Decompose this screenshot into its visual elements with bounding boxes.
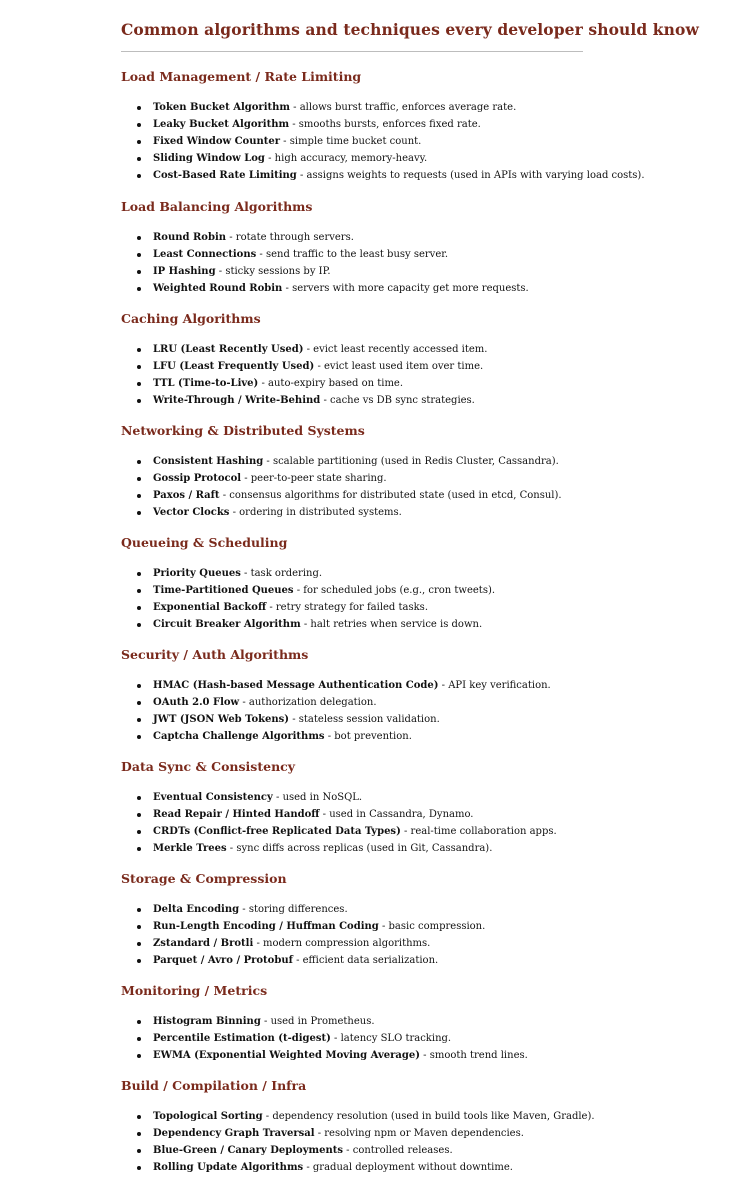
list-item: Exponential Backoff - retry strategy for failed tasks. (121, 599, 731, 616)
list-item: Cost-Based Rate Limiting - assigns weights to requests (used in APIs with varying load costs). (121, 167, 731, 184)
list-item: EWMA (Exponential Weighted Moving Average) - smooth trend lines. (121, 1047, 731, 1064)
list-item: Sliding Window Log - high accuracy, memory-heavy. (121, 150, 731, 167)
section-data-sync (121, 759, 731, 857)
bullet-list (121, 565, 731, 633)
title-divider (121, 51, 583, 52)
section-heading: Monitoring / Metrics (121, 983, 268, 998)
list-item: Blue-Green / Canary Deployments - controlled releases. (121, 1142, 731, 1159)
list-item: Percentile Estimation (t-digest) - latency SLO tracking. (121, 1030, 731, 1047)
section-heading: Queueing & Scheduling (121, 535, 288, 550)
bullet-list (121, 677, 731, 745)
list-item: JWT (JSON Web Tokens) - stateless session validation. (121, 711, 731, 728)
section-load-balancing (121, 199, 731, 297)
section-heading: Data Sync & Consistency (121, 759, 296, 774)
list-item: Zstandard / Brotli - modern compression algorithms. (121, 935, 731, 952)
list-item: Parquet / Avro / Protobuf - efficient data serialization. (121, 952, 731, 969)
list-item: Consistent Hashing - scalable partitioning (used in Redis Cluster, Cassandra). (121, 453, 731, 470)
bullet-list (121, 453, 731, 521)
list-item: Run-Length Encoding / Huffman Coding - basic compression. (121, 918, 731, 935)
page-title: Common algorithms and techniques every developer should know (121, 20, 699, 39)
list-item: Rolling Update Algorithms - gradual deployment without downtime. (121, 1159, 731, 1176)
list-item: Histogram Binning - used in Prometheus. (121, 1013, 731, 1030)
bullet-list (121, 341, 731, 409)
bullet-list (121, 901, 731, 969)
section-heading: Security / Auth Algorithms (121, 647, 309, 662)
bullet-list (121, 99, 731, 184)
list-item: Merkle Trees - sync diffs across replicas (used in Git, Cassandra). (121, 840, 731, 857)
list-item: Round Robin - rotate through servers. (121, 229, 731, 246)
list-item: Least Connections - send traffic to the least busy server. (121, 246, 731, 263)
bullet-list (121, 789, 731, 857)
list-item: Weighted Round Robin - servers with more capacity get more requests. (121, 280, 731, 297)
section-caching (121, 311, 731, 409)
section-load-management (121, 69, 731, 184)
list-item: Dependency Graph Traversal - resolving npm or Maven dependencies. (121, 1125, 731, 1142)
section-heading: Storage & Compression (121, 871, 287, 886)
list-item: Fixed Window Counter - simple time bucket count. (121, 133, 731, 150)
bullet-list (121, 229, 731, 297)
list-item: Eventual Consistency - used in NoSQL. (121, 789, 731, 806)
section-heading: Networking & Distributed Systems (121, 423, 365, 438)
list-item: Write-Through / Write-Behind - cache vs DB sync strategies. (121, 392, 731, 409)
list-item: Gossip Protocol - peer-to-peer state sharing. (121, 470, 731, 487)
bullet-list (121, 1108, 731, 1176)
list-item: Time-Partitioned Queues - for scheduled jobs (e.g., cron tweets). (121, 582, 731, 599)
list-item: LRU (Least Recently Used) - evict least recently accessed item. (121, 341, 731, 358)
section-heading: Build / Compilation / Infra (121, 1078, 307, 1093)
list-item: Topological Sorting - dependency resolution (used in build tools like Maven, Gradle). (121, 1108, 731, 1125)
list-item: Priority Queues - task ordering. (121, 565, 731, 582)
section-queueing (121, 535, 731, 633)
list-item: TTL (Time-to-Live) - auto-expiry based on time. (121, 375, 731, 392)
list-item: OAuth 2.0 Flow - authorization delegation. (121, 694, 731, 711)
list-item: Leaky Bucket Algorithm - smooths bursts, enforces fixed rate. (121, 116, 731, 133)
list-item: Paxos / Raft - consensus algorithms for distributed state (used in etcd, Consul). (121, 487, 731, 504)
bullet-list (121, 1013, 731, 1064)
list-item: Token Bucket Algorithm - allows burst traffic, enforces average rate. (121, 99, 731, 116)
section-build (121, 1078, 731, 1176)
list-item: Vector Clocks - ordering in distributed systems. (121, 504, 731, 521)
list-item: LFU (Least Frequently Used) - evict least used item over time. (121, 358, 731, 375)
list-item: IP Hashing - sticky sessions by IP. (121, 263, 731, 280)
section-heading: Load Balancing Algorithms (121, 199, 313, 214)
section-heading: Caching Algorithms (121, 311, 261, 326)
list-item: HMAC (Hash-based Message Authentication Code) - API key verification. (121, 677, 731, 694)
list-item: Read Repair / Hinted Handoff - used in Cassandra, Dynamo. (121, 806, 731, 823)
list-item: CRDTs (Conflict-free Replicated Data Types) - real-time collaboration apps. (121, 823, 731, 840)
section-security (121, 647, 731, 745)
list-item: Captcha Challenge Algorithms - bot prevention. (121, 728, 731, 745)
list-item: Circuit Breaker Algorithm - halt retries when service is down. (121, 616, 731, 633)
section-monitoring (121, 983, 731, 1064)
list-item: Delta Encoding - storing differences. (121, 901, 731, 918)
section-networking (121, 423, 731, 521)
section-storage (121, 871, 731, 969)
section-heading: Load Management / Rate Limiting (121, 69, 362, 84)
